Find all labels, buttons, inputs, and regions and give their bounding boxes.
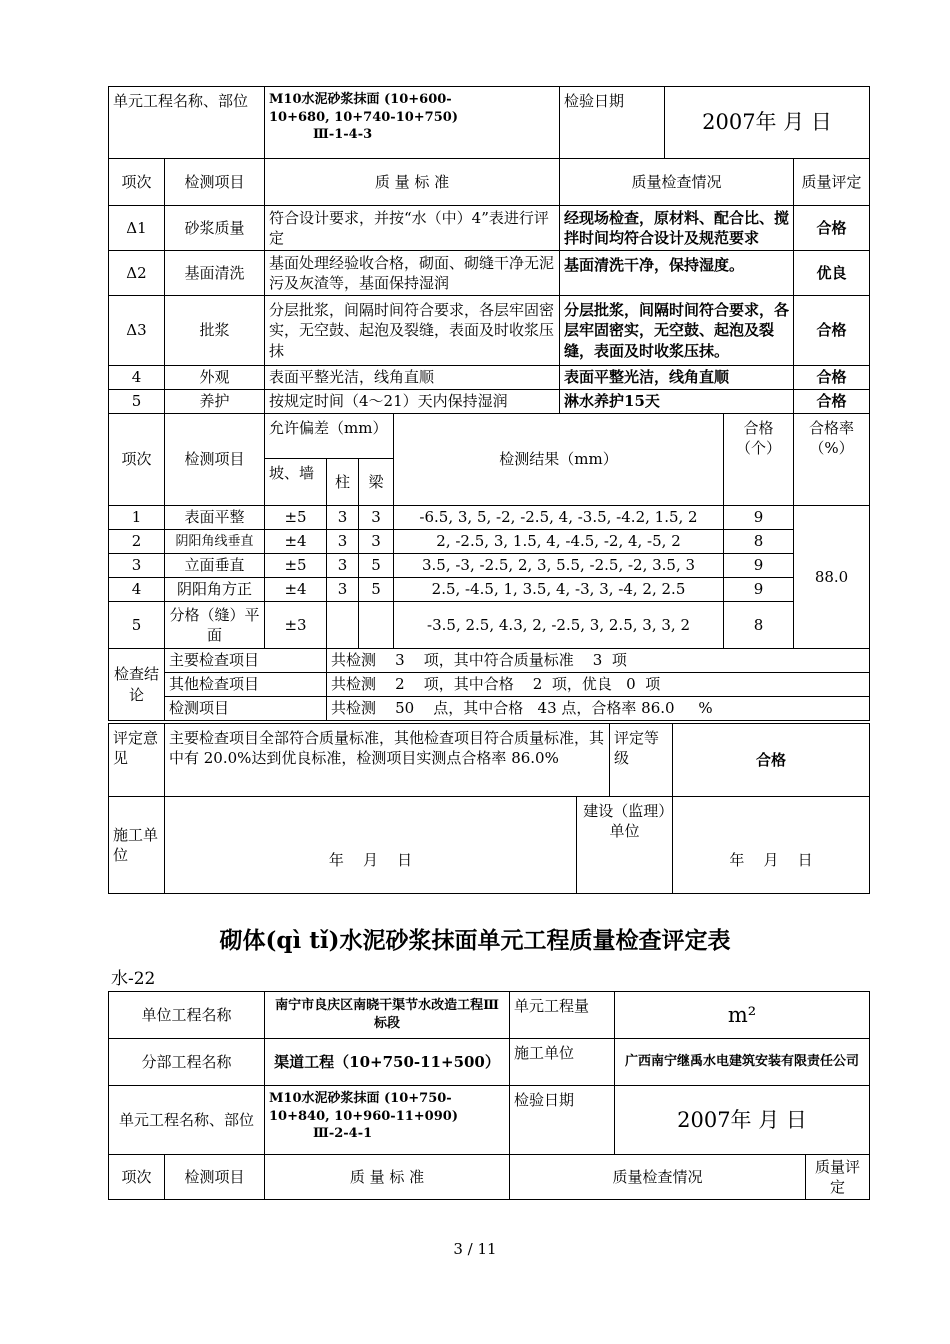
page-number: 3 / 11 — [453, 1240, 497, 1258]
dev-pass: 9 — [724, 506, 794, 530]
head-standard: 质 量 标 准 — [265, 159, 560, 206]
dev-head-allow: 允许偏差（mm） — [265, 414, 394, 459]
dev-pass: 9 — [724, 578, 794, 602]
row-item: 批浆 — [165, 296, 265, 366]
unit-name-line-2: 10+680, 10+740-10+750) — [269, 109, 458, 125]
row-check: 淋水养护15天 — [560, 390, 794, 414]
row-no: 4 — [109, 366, 165, 390]
builder-label: 施工单位 — [510, 1039, 615, 1086]
row-item: 养护 — [165, 390, 265, 414]
row-grade: 合格 — [794, 366, 870, 390]
row-no: Δ2 — [109, 251, 165, 296]
construction-unit-label: 施工单位 — [109, 797, 165, 894]
row-item: 砂浆质量 — [165, 206, 265, 251]
row-check: 分层批浆，间隔时间符合要求，各层牢固密实，无空鼓、起泡及裂缝，表面及时收浆压抹。 — [560, 296, 794, 366]
dev-head-pass: 合格（个） — [724, 414, 794, 506]
construction-unit-date: 年 月 日 — [165, 797, 577, 894]
dev-no: 5 — [109, 602, 165, 649]
head-check: 质量检查情况 — [560, 159, 794, 206]
unit-code-2: Ⅲ-2-4-1 — [313, 1126, 373, 1142]
quantity-label: 单元工程量 — [510, 992, 615, 1039]
unit-project-label: 单位工程名称 — [109, 992, 265, 1039]
dev-row-4 — [109, 578, 870, 602]
dev-result: -6.5, 3, 5, -2, -2.5, 4, -3.5, -4.2, 1.5, 2 — [394, 506, 724, 530]
level-label: 评定等级 — [610, 724, 673, 797]
dev-no: 4 — [109, 578, 165, 602]
division-value: 渠道工程（10+750-11+500） — [265, 1039, 510, 1086]
dev-pass: 8 — [724, 530, 794, 554]
dev-beam: 5 — [359, 578, 394, 602]
head-item: 检测项目 — [165, 159, 265, 206]
opinion-text: 主要检查项目全部符合质量标准，其他检查项目符合质量标准，其中有 20.0%达到优良标准，检测项目实测点合格率 86.0% — [165, 724, 610, 797]
head2-grade: 质量评定 — [806, 1155, 870, 1200]
unit-name-value — [265, 87, 560, 159]
date-label: 检验日期 — [560, 87, 665, 159]
dev-row-3 — [109, 554, 870, 578]
row-check: 经现场检查，原材料、配合比、搅拌时间均符合设计及规范要求 — [560, 206, 794, 251]
supervision-unit-label: 建设（监理）单位 — [577, 797, 673, 894]
conclusion-main-label: 主要检查项目 — [165, 649, 327, 673]
dev-wall: ±5 — [265, 506, 327, 530]
dev-no: 3 — [109, 554, 165, 578]
dev-item: 阴阳角线垂直 — [165, 530, 265, 554]
date-label-2: 检验日期 — [510, 1086, 615, 1155]
conclusion-label: 检查结论 — [109, 649, 165, 721]
row-grade: 优良 — [794, 251, 870, 296]
row-no: Δ1 — [109, 206, 165, 251]
opinion-label: 评定意见 — [109, 724, 165, 797]
unit-project-value: 南宁市良庆区南晓干渠节水改造工程Ⅲ标段 — [265, 992, 510, 1039]
dev-wall: ±4 — [265, 578, 327, 602]
dev-item: 分格（缝）平面 — [165, 602, 265, 649]
dev-row-5 — [109, 602, 870, 649]
conclusion-test-text: 共检测 50 点，其中合格 43 点，合格率 86.0 % — [327, 697, 870, 721]
conclusion-other-label: 其他检查项目 — [165, 673, 327, 697]
dev-head-beam: 梁 — [359, 459, 394, 506]
row-standard: 按规定时间（4～21）天内保持湿润 — [265, 390, 560, 414]
unit-code: Ⅲ-1-4-3 — [313, 127, 373, 143]
dev-col: 3 — [327, 578, 359, 602]
pass-rate: 88.0 — [794, 506, 870, 649]
unit-name-value-2 — [265, 1086, 510, 1155]
inspection-table-1 — [108, 86, 870, 721]
dev-result: -3.5, 2.5, 4.3, 2, -2.5, 3, 2.5, 3, 3, 2 — [394, 602, 724, 649]
dev-beam — [359, 602, 394, 649]
dev-no: 1 — [109, 506, 165, 530]
row-grade: 合格 — [794, 390, 870, 414]
division-label: 分部工程名称 — [109, 1039, 265, 1086]
unit-name-line-1: M10水泥砂浆抹面 (10+600- — [269, 92, 452, 107]
builder-value: 广西南宁继禹水电建筑安装有限责任公司 — [615, 1039, 870, 1086]
dev-result: 3.5, -3, -2.5, 2, 3, 5.5, -2.5, -2, 3.5, 3 — [394, 554, 724, 578]
dev-result: 2.5, -4.5, 1, 3.5, 4, -3, 3, -4, 2, 2.5 — [394, 578, 724, 602]
row-standard: 分层批浆，间隔时间符合要求，各层牢固密实，无空鼓、起泡及裂缝，表面及时收浆压抹 — [265, 296, 560, 366]
inspection-table-2 — [108, 991, 870, 1200]
dev-item: 表面平整 — [165, 506, 265, 530]
dev-pass: 8 — [724, 602, 794, 649]
dev-item: 阴阳角方正 — [165, 578, 265, 602]
unit-name-label-2: 单元工程名称、部位 — [109, 1086, 265, 1155]
row-grade: 合格 — [794, 206, 870, 251]
dev-head-no: 项次 — [109, 414, 165, 506]
unit-name-2-line-2: 10+840, 10+960-11+090) — [269, 1108, 458, 1124]
dev-beam: 3 — [359, 530, 394, 554]
row-standard: 基面处理经验收合格，砌面、砌缝干净无泥污及灰渣等，基面保持湿润 — [265, 251, 560, 296]
head-no: 项次 — [109, 159, 165, 206]
dev-head-rate: 合格率（%） — [794, 414, 870, 506]
dev-head-wall: 坡、墙 — [265, 459, 327, 506]
dev-beam: 5 — [359, 554, 394, 578]
dev-wall: ±4 — [265, 530, 327, 554]
row-check: 基面清洗干净，保持湿度。 — [560, 251, 794, 296]
dev-head-col: 柱 — [327, 459, 359, 506]
dev-no: 2 — [109, 530, 165, 554]
dev-col: 3 — [327, 530, 359, 554]
main-row-2 — [109, 251, 870, 296]
dev-result: 2, -2.5, 3, 1.5, 4, -4.5, -2, 4, -5, 2 — [394, 530, 724, 554]
main-row-1 — [109, 206, 870, 251]
form-code: 水-22 — [111, 969, 156, 989]
dev-row-2 — [109, 530, 870, 554]
dev-head-result: 检测结果（mm） — [394, 414, 724, 506]
row-item: 基面清洗 — [165, 251, 265, 296]
unit-name-2-line-1: M10水泥砂浆抹面 (10+750- — [269, 1091, 452, 1106]
dev-head-item: 检测项目 — [165, 414, 265, 506]
dev-col — [327, 602, 359, 649]
opinion-table — [108, 723, 870, 894]
head2-no: 项次 — [109, 1155, 165, 1200]
main-row-4 — [109, 366, 870, 390]
dev-beam: 3 — [359, 506, 394, 530]
dev-item: 立面垂直 — [165, 554, 265, 578]
row-no: 5 — [109, 390, 165, 414]
main-row-5 — [109, 390, 870, 414]
row-standard: 符合设计要求，并按“水（中）4”表进行评定 — [265, 206, 560, 251]
dev-wall: ±3 — [265, 602, 327, 649]
conclusion-main-text: 共检测 3 项，其中符合质量标准 3 项 — [327, 649, 870, 673]
row-check: 表面平整光洁，线角直顺 — [560, 366, 794, 390]
dev-wall: ±5 — [265, 554, 327, 578]
row-standard: 表面平整光洁，线角直顺 — [265, 366, 560, 390]
dev-row-1 — [109, 506, 870, 530]
main-row-3 — [109, 296, 870, 366]
level-value: 合格 — [673, 724, 870, 797]
date-value-2: 2007年 月 日 — [615, 1086, 870, 1155]
quantity-value: m² — [615, 992, 870, 1039]
date-value: 2007年 月 日 — [665, 87, 870, 159]
head2-check: 质量检查情况 — [510, 1155, 806, 1200]
supervision-unit-date: 年 月 日 — [673, 797, 870, 894]
unit-name-label: 单元工程名称、部位 — [109, 87, 265, 159]
row-grade: 合格 — [794, 296, 870, 366]
dev-pass: 9 — [724, 554, 794, 578]
row-item: 外观 — [165, 366, 265, 390]
page-title: 砌体(qì tǐ)水泥砂浆抹面单元工程质量检查评定表 — [219, 927, 731, 954]
row-no: Δ3 — [109, 296, 165, 366]
head2-item: 检测项目 — [165, 1155, 265, 1200]
head-grade: 质量评定 — [794, 159, 870, 206]
conclusion-test-label: 检测项目 — [165, 697, 327, 721]
dev-col: 3 — [327, 506, 359, 530]
head2-standard: 质 量 标 准 — [265, 1155, 510, 1200]
conclusion-other-text: 共检测 2 项，其中合格 2 项，优良 0 项 — [327, 673, 870, 697]
dev-col: 3 — [327, 554, 359, 578]
